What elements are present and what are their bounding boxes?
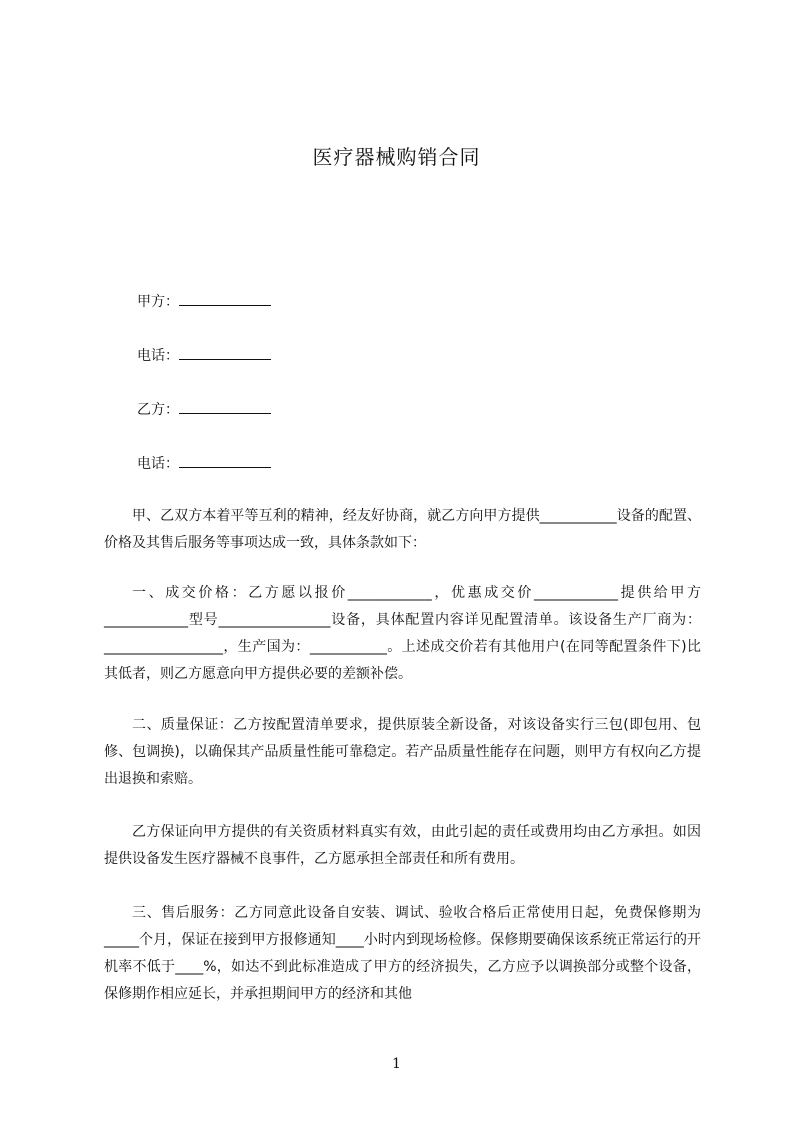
contract-title: 医疗器械购销合同 xyxy=(312,145,481,169)
party-a-label: 甲方： xyxy=(137,294,179,310)
intro-paragraph: 甲、乙双方本着平等互利的精神，经友好协商，就乙方向甲方提供___________设备的配置、价格及其售后服务等事项达成一致，具体条款如下： xyxy=(104,508,701,551)
party-a-blank[interactable] xyxy=(179,291,271,306)
party-b-blank[interactable] xyxy=(179,399,271,414)
clause-service: 三、售后服务：乙方同意此设备自安装、调试、验收合格后正常使用日起，免费保修期为_____个月，保证在接到甲方报修通知____小时内到现场检修。保修期要确保该系统正常运行的开机率不低于____%，如达不到此标准造成了甲方的经济损失，乙方应予以调换部分或整个设备，保修期作相应延长，并承担期间甲方的经济和其他 xyxy=(104,905,701,1002)
party-a-field xyxy=(137,291,271,312)
party-b-label: 乙方： xyxy=(137,402,179,418)
party-b-phone-field xyxy=(137,453,271,474)
clause-price: 一、成交价格：乙方愿以报价____________，优惠成交价____________提供给甲方____________型号________________设备，具体配置内容详见配置清单。该设备生产厂商为：_________________，生产国为：___________。上述成交价若有其他用户(在同等配置条件下)比其低者，则乙方愿意向甲方提供必要的差额补偿。 xyxy=(104,585,701,682)
party-b-phone-label: 电话： xyxy=(137,456,179,472)
page-number: 1 xyxy=(392,1056,401,1072)
party-a-phone-label: 电话： xyxy=(137,348,179,364)
party-a-phone-field xyxy=(137,345,271,366)
party-b-phone-blank[interactable] xyxy=(179,453,271,468)
party-b-field xyxy=(137,399,271,420)
clause-quality: 二、质量保证：乙方按配置清单要求，提供原装全新设备，对该设备实行三包(即包用、包修、包调换)，以确保其产品质量性能可靠稳定。若产品质量性能存在问题，则甲方有权向乙方提出退换和索赔。 xyxy=(104,717,701,787)
party-a-phone-blank[interactable] xyxy=(179,345,271,360)
clause-materials: 乙方保证向甲方提供的有关资质材料真实有效，由此引起的责任或费用均由乙方承担。如因提供设备发生医疗器械不良事件，乙方愿承担全部责任和所有费用。 xyxy=(104,824,701,867)
